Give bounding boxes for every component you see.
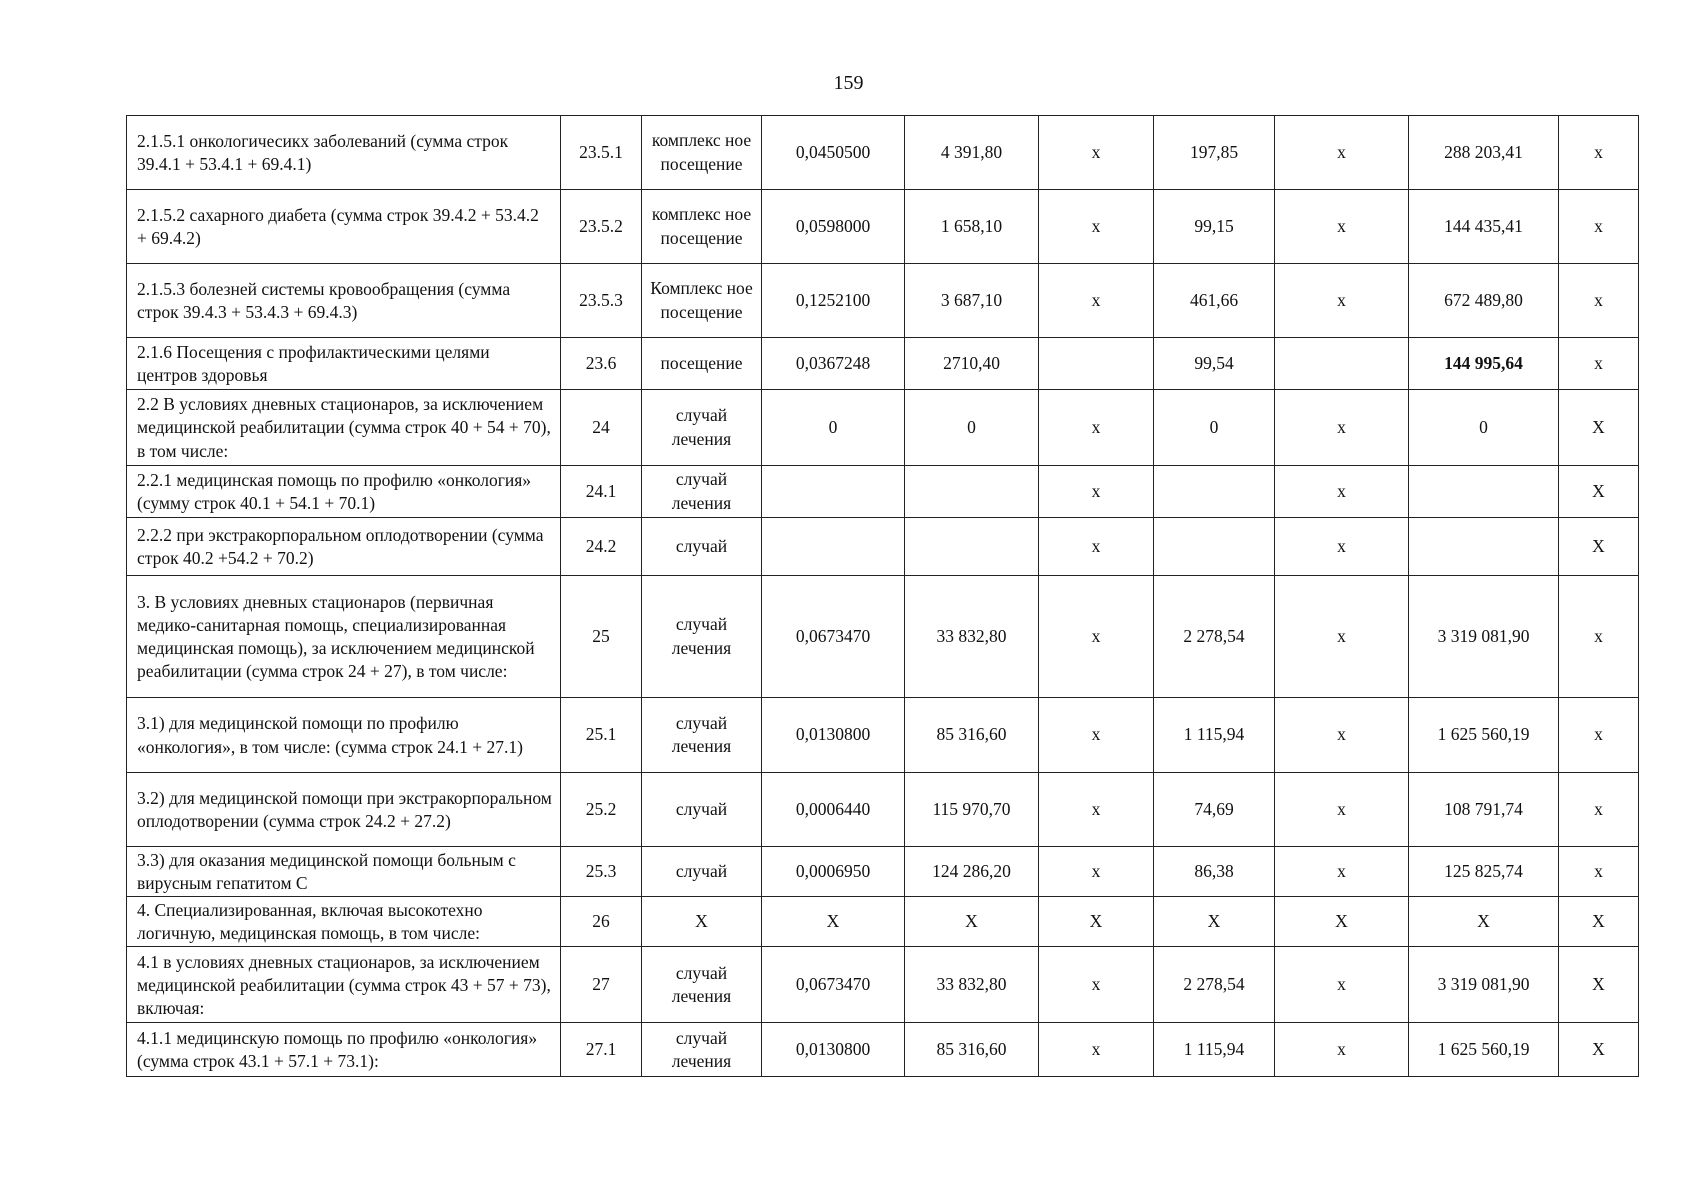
table-row: [127, 773, 1639, 847]
row-name-cell: 3. В условиях дневных стационаров (первичная медико-санитарная помощь, специализированная медицинская помощь), за исключением медицинской реабилитации (сумма строк 24 + 27), в том числе:: [127, 576, 561, 698]
row-budget-cost-cell: x: [1039, 264, 1154, 338]
row-unit-cell: комплекс ное посещение: [642, 190, 762, 264]
row-budget-sum-cell: x: [1275, 1023, 1409, 1077]
row-code-cell: 26: [561, 897, 642, 947]
row-code-cell: 23.5.3: [561, 264, 642, 338]
row-oms-cost-cell: X: [1154, 897, 1275, 947]
row-budget-cost-cell: x: [1039, 847, 1154, 897]
row-share-cell: X: [1559, 466, 1639, 518]
row-budget-cost-cell: x: [1039, 466, 1154, 518]
row-code-cell: 23.5.1: [561, 116, 642, 190]
row-rate-cell: 0,0130800: [762, 1023, 905, 1077]
table-row: [127, 1023, 1639, 1077]
row-unit-cell: комплекс ное посещение: [642, 116, 762, 190]
row-unit-cell: случай: [642, 518, 762, 576]
table-body: [127, 116, 1639, 1077]
row-share-cell: X: [1559, 390, 1639, 466]
row-oms-cost-cell: 2 278,54: [1154, 947, 1275, 1023]
row-name-cell: 2.2 В условиях дневных стационаров, за исключением медицинской реабилитации (сумма строк 40 + 54 + 70), в том числе:: [127, 390, 561, 466]
row-name-cell: 4. Специализированная, включая высокотехно логичную, медицинская помощь, в том числе:: [127, 897, 561, 947]
row-budget-cost-cell: X: [1039, 897, 1154, 947]
row-budget-cost-cell: x: [1039, 1023, 1154, 1077]
row-budget-sum-cell: x: [1275, 116, 1409, 190]
row-rate-cell: 0,0673470: [762, 576, 905, 698]
row-name-cell: 2.2.2 при экстракорпоральном оплодотворении (сумма строк 40.2 +54.2 + 70.2): [127, 518, 561, 576]
row-oms-cost-cell: 197,85: [1154, 116, 1275, 190]
row-budget-cost-cell: x: [1039, 190, 1154, 264]
row-unit-cell: случай лечения: [642, 466, 762, 518]
row-oms-sum-cell: [1409, 518, 1559, 576]
row-share-cell: X: [1559, 897, 1639, 947]
row-oms-sum-cell: 3 319 081,90: [1409, 947, 1559, 1023]
table-row: [127, 264, 1639, 338]
row-budget-cost-cell: x: [1039, 698, 1154, 773]
row-cost-cell: 115 970,70: [905, 773, 1039, 847]
row-name-cell: 2.1.5.3 болезней системы кровообращения (сумма строк 39.4.3 + 53.4.3 + 69.4.3): [127, 264, 561, 338]
row-oms-cost-cell: [1154, 518, 1275, 576]
row-oms-cost-cell: 1 115,94: [1154, 698, 1275, 773]
row-share-cell: x: [1559, 116, 1639, 190]
row-oms-cost-cell: 461,66: [1154, 264, 1275, 338]
row-share-cell: X: [1559, 518, 1639, 576]
row-oms-sum-cell: [1409, 466, 1559, 518]
row-budget-sum-cell: x: [1275, 390, 1409, 466]
row-cost-cell: 124 286,20: [905, 847, 1039, 897]
row-code-cell: 23.5.2: [561, 190, 642, 264]
row-budget-cost-cell: x: [1039, 947, 1154, 1023]
table-row: [127, 576, 1639, 698]
row-oms-cost-cell: 99,15: [1154, 190, 1275, 264]
row-rate-cell: 0,0006440: [762, 773, 905, 847]
row-unit-cell: случай лечения: [642, 576, 762, 698]
row-share-cell: x: [1559, 576, 1639, 698]
row-share-cell: x: [1559, 264, 1639, 338]
row-share-cell: X: [1559, 1023, 1639, 1077]
row-code-cell: 25.3: [561, 847, 642, 897]
row-oms-cost-cell: 99,54: [1154, 338, 1275, 390]
row-name-cell: 2.1.5.2 сахарного диабета (сумма строк 39.4.2 + 53.4.2 + 69.4.2): [127, 190, 561, 264]
row-rate-cell: [762, 518, 905, 576]
row-oms-sum-cell: 1 625 560,19: [1409, 1023, 1559, 1077]
row-cost-cell: 3 687,10: [905, 264, 1039, 338]
row-oms-cost-cell: 86,38: [1154, 847, 1275, 897]
row-rate-cell: 0,0598000: [762, 190, 905, 264]
row-code-cell: 24: [561, 390, 642, 466]
row-share-cell: x: [1559, 773, 1639, 847]
table-row: [127, 947, 1639, 1023]
row-share-cell: x: [1559, 847, 1639, 897]
row-unit-cell: случай лечения: [642, 947, 762, 1023]
row-cost-cell: 4 391,80: [905, 116, 1039, 190]
row-share-cell: x: [1559, 190, 1639, 264]
row-budget-cost-cell: x: [1039, 116, 1154, 190]
row-code-cell: 24.2: [561, 518, 642, 576]
row-oms-sum-cell: 108 791,74: [1409, 773, 1559, 847]
row-unit-cell: случай: [642, 847, 762, 897]
row-oms-cost-cell: 74,69: [1154, 773, 1275, 847]
table-row: [127, 116, 1639, 190]
table-row: [127, 390, 1639, 466]
row-cost-cell: 85 316,60: [905, 698, 1039, 773]
table-row: [127, 897, 1639, 947]
row-oms-sum-cell: 144 435,41: [1409, 190, 1559, 264]
row-budget-sum-cell: x: [1275, 576, 1409, 698]
row-rate-cell: 0,0673470: [762, 947, 905, 1023]
row-oms-sum-cell: 125 825,74: [1409, 847, 1559, 897]
row-rate-cell: 0: [762, 390, 905, 466]
data-table: [126, 115, 1639, 1077]
row-oms-cost-cell: 0: [1154, 390, 1275, 466]
table-row: [127, 518, 1639, 576]
row-oms-sum-cell: 672 489,80: [1409, 264, 1559, 338]
row-name-cell: 3.2) для медицинской помощи при экстракорпоральном оплодотворении (сумма строк 24.2 + 27.2): [127, 773, 561, 847]
row-cost-cell: [905, 466, 1039, 518]
row-budget-cost-cell: x: [1039, 390, 1154, 466]
row-unit-cell: Комплекс ное посещение: [642, 264, 762, 338]
row-code-cell: 27: [561, 947, 642, 1023]
row-budget-sum-cell: x: [1275, 847, 1409, 897]
row-rate-cell: [762, 466, 905, 518]
row-budget-sum-cell: x: [1275, 264, 1409, 338]
row-rate-cell: 0,0130800: [762, 698, 905, 773]
row-oms-sum-cell: 144 995,64: [1409, 338, 1559, 390]
row-oms-sum-cell: 288 203,41: [1409, 116, 1559, 190]
row-cost-cell: [905, 518, 1039, 576]
row-budget-sum-cell: x: [1275, 947, 1409, 1023]
row-code-cell: 25.1: [561, 698, 642, 773]
row-name-cell: 2.2.1 медицинская помощь по профилю «онкология» (сумму строк 40.1 + 54.1 + 70.1): [127, 466, 561, 518]
row-code-cell: 23.6: [561, 338, 642, 390]
row-budget-sum-cell: [1275, 338, 1409, 390]
row-budget-sum-cell: x: [1275, 518, 1409, 576]
row-unit-cell: случай лечения: [642, 698, 762, 773]
row-cost-cell: 33 832,80: [905, 576, 1039, 698]
row-code-cell: 25.2: [561, 773, 642, 847]
row-name-cell: 2.1.6 Посещения с профилактическими целями центров здоровья: [127, 338, 561, 390]
row-oms-cost-cell: [1154, 466, 1275, 518]
row-share-cell: X: [1559, 947, 1639, 1023]
table-row: [127, 698, 1639, 773]
row-unit-cell: посещение: [642, 338, 762, 390]
row-cost-cell: 85 316,60: [905, 1023, 1039, 1077]
row-oms-sum-cell: 3 319 081,90: [1409, 576, 1559, 698]
row-budget-cost-cell: x: [1039, 518, 1154, 576]
row-budget-sum-cell: x: [1275, 466, 1409, 518]
row-oms-sum-cell: X: [1409, 897, 1559, 947]
row-unit-cell: случай: [642, 773, 762, 847]
row-rate-cell: 0,0450500: [762, 116, 905, 190]
row-rate-cell: 0,0367248: [762, 338, 905, 390]
row-share-cell: x: [1559, 698, 1639, 773]
row-budget-sum-cell: x: [1275, 773, 1409, 847]
row-cost-cell: 1 658,10: [905, 190, 1039, 264]
row-name-cell: 4.1.1 медицинскую помощь по профилю «онкология» (сумма строк 43.1 + 57.1 + 73.1):: [127, 1023, 561, 1077]
row-budget-sum-cell: x: [1275, 190, 1409, 264]
row-budget-cost-cell: x: [1039, 576, 1154, 698]
row-budget-cost-cell: [1039, 338, 1154, 390]
row-oms-sum-cell: 1 625 560,19: [1409, 698, 1559, 773]
row-unit-cell: X: [642, 897, 762, 947]
row-code-cell: 25: [561, 576, 642, 698]
row-rate-cell: 0,1252100: [762, 264, 905, 338]
row-code-cell: 27.1: [561, 1023, 642, 1077]
row-oms-sum-cell: 0: [1409, 390, 1559, 466]
row-name-cell: 3.3) для оказания медицинской помощи больным с вирусным гепатитом С: [127, 847, 561, 897]
row-unit-cell: случай лечения: [642, 1023, 762, 1077]
row-name-cell: 3.1) для медицинской помощи по профилю «онкология», в том числе: (сумма строк 24.1 + 27.1): [127, 698, 561, 773]
row-rate-cell: 0,0006950: [762, 847, 905, 897]
row-cost-cell: X: [905, 897, 1039, 947]
row-budget-cost-cell: x: [1039, 773, 1154, 847]
row-name-cell: 4.1 в условиях дневных стационаров, за исключением медицинской реабилитации (сумма строк 43 + 57 + 73), включая:: [127, 947, 561, 1023]
row-share-cell: x: [1559, 338, 1639, 390]
row-cost-cell: 33 832,80: [905, 947, 1039, 1023]
row-oms-cost-cell: 1 115,94: [1154, 1023, 1275, 1077]
row-unit-cell: случай лечения: [642, 390, 762, 466]
row-name-cell: 2.1.5.1 онкологичесикх заболеваний (сумма строк 39.4.1 + 53.4.1 + 69.4.1): [127, 116, 561, 190]
row-budget-sum-cell: X: [1275, 897, 1409, 947]
row-rate-cell: X: [762, 897, 905, 947]
row-oms-cost-cell: 2 278,54: [1154, 576, 1275, 698]
table-row: [127, 190, 1639, 264]
table-row: [127, 338, 1639, 390]
row-budget-sum-cell: x: [1275, 698, 1409, 773]
table-row: [127, 847, 1639, 897]
row-cost-cell: 2710,40: [905, 338, 1039, 390]
page-number: 159: [833, 72, 864, 94]
table-row: [127, 466, 1639, 518]
row-cost-cell: 0: [905, 390, 1039, 466]
row-code-cell: 24.1: [561, 466, 642, 518]
